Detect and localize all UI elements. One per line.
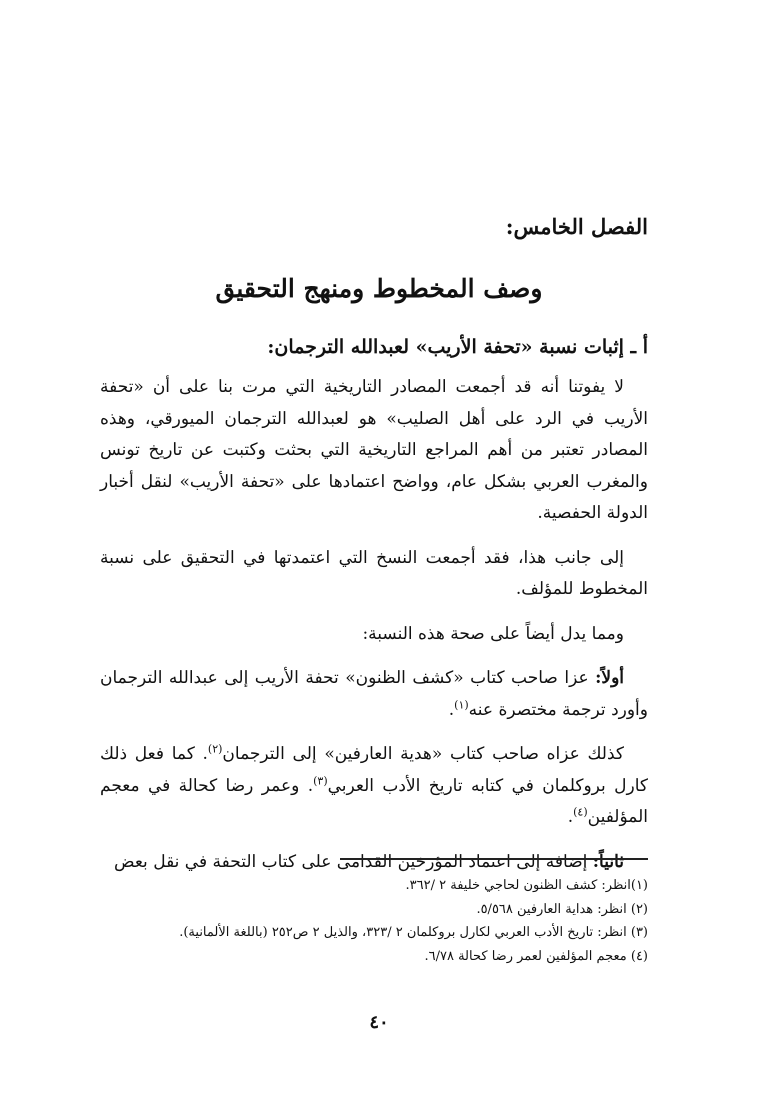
paragraph-5-part-c: . وعمر رضا كحالة في معجم المؤلفين <box>100 775 648 827</box>
footnotes <box>100 874 648 968</box>
paragraph-4-end: . <box>448 699 455 720</box>
paragraph-5-end: . <box>567 807 574 827</box>
footnote-divider <box>340 858 648 860</box>
footnote-ref-1[interactable]: (١) <box>454 697 469 711</box>
chapter-label: الفصل الخامس: <box>505 214 648 239</box>
footnote-2: (٢) انظر: هداية العارفين ٥/٥٦٨. <box>476 901 648 917</box>
paragraph-3: ومما يدل أيضاً على صحة هذه النسبة: <box>362 623 624 644</box>
body-text <box>100 372 648 891</box>
main-title: وصف المخطوط ومنهج التحقيق <box>215 274 543 303</box>
paragraph-1: لا يفوتنا أنه قد أجمعت المصادر التاريخية التي مرت بنا على أن «تحفة الأريب في الرد على أهل الصليب» هو لعبدالله الترجمان الميورقي، وهذه المصادر تعتبر من أهم المراجع التاريخية التي بحثت وكتبت عن تاريخ تونس والمغرب العربي بشكل عام، وواضح اعتمادها على «تحفة الأريب» لنقل أخبار الدولة الحفصية. <box>100 377 648 523</box>
paragraph-4-lead: أولاً: <box>595 668 624 688</box>
paragraph-2: إلى جانب هذا، فقد أجمعت النسخ التي اعتمدتها في التحقيق على نسبة المخطوط للمؤلف. <box>100 547 648 599</box>
page-number: ٤٠ <box>369 1012 389 1033</box>
section-heading: أ ـ إثبات نسبة «تحفة الأريب» لعبدالله الترجمان: <box>267 336 648 358</box>
paragraph-5 <box>100 739 648 834</box>
paragraph-6-text: إضافة إلى اعتماد المؤرخين القدامى على كتاب التحفة في نقل بعض <box>114 851 588 872</box>
paragraph-5-part-b: . كما فعل ذلك كارل بروكلمان في كتابه تاريخ الأدب العربي <box>100 744 648 796</box>
footnote-4: (٤) معجم المؤلفين لعمر رضا كحالة ٦/٧٨. <box>424 948 648 964</box>
paragraph-6-lead: ثانياً: <box>592 851 624 872</box>
footnote-3: (٣) انظر: تاريخ الأدب العربي لكارل بروكلمان ٢ /٣٢٣، والذيل ٢ ص٢٥٢ (باللغة الألمانية). <box>179 925 648 940</box>
footnote-ref-2[interactable]: (٢) <box>207 742 223 756</box>
paragraph-4-text: عزا صاحب كتاب «كشف الظنون» تحفة الأريب إلى عبدالله الترجمان وأورد ترجمة مختصرة عنه <box>100 668 648 720</box>
paragraph-5-part-a: كذلك عزاه صاحب كتاب «هدية العارفين» إلى الترجمان <box>222 744 624 764</box>
footnote-ref-4[interactable]: (٤) <box>573 805 588 819</box>
footnote-ref-3[interactable]: (٣) <box>313 773 328 787</box>
footnote-1: (١)انظر: كشف الظنون لحاجي خليفة ٢ /٣٦٢. <box>405 878 648 893</box>
paragraph-4 <box>100 663 648 726</box>
